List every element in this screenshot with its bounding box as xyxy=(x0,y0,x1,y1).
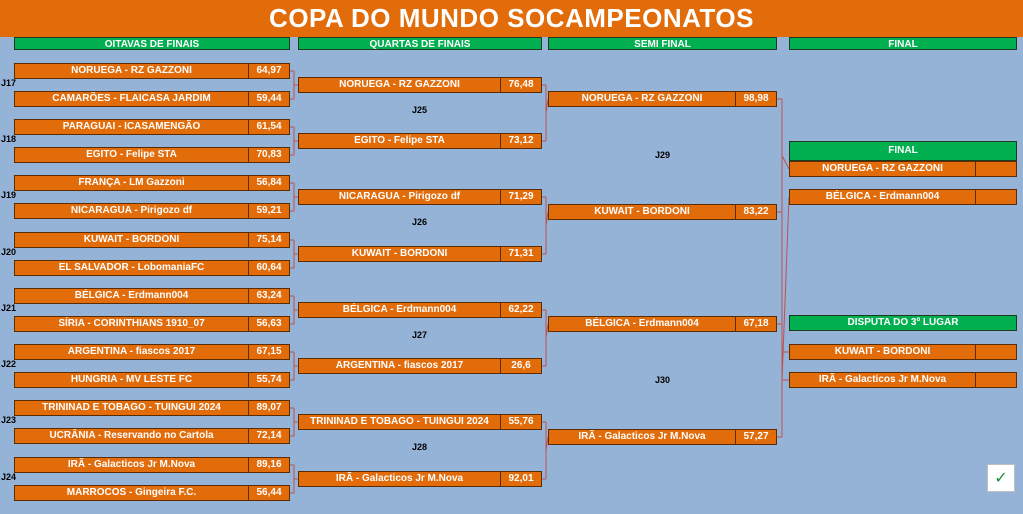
quarter-team xyxy=(298,133,542,149)
r16-team xyxy=(14,63,290,79)
game-label: J19 xyxy=(1,190,17,200)
third-place-team xyxy=(789,372,1017,388)
game-label: J30 xyxy=(655,374,671,385)
quarter-team xyxy=(298,414,542,430)
page-title: COPA DO MUNDO SOCAMPEONATOS xyxy=(0,0,1023,37)
checkmark-icon[interactable]: ✓ xyxy=(987,464,1015,492)
team-score: 92,01 xyxy=(500,472,541,486)
team-score: 76,48 xyxy=(500,78,541,92)
team-score: 60,64 xyxy=(248,261,289,275)
team-score: 56,63 xyxy=(248,317,289,331)
team-name: BÉLGICA - Erdmann004 xyxy=(585,318,699,329)
r16-team xyxy=(14,203,290,219)
team-name: EGITO - Felipe STA xyxy=(354,135,445,146)
r16-team xyxy=(14,428,290,444)
header-quartas: QUARTAS DE FINAIS xyxy=(298,37,542,50)
r16-team xyxy=(14,485,290,501)
team-score: 59,21 xyxy=(248,204,289,218)
team-name: IRÃ - Galacticos Jr M.Nova xyxy=(578,431,706,442)
quarter-team xyxy=(298,246,542,262)
team-score xyxy=(975,190,1016,204)
team-score: 70,83 xyxy=(248,148,289,162)
game-label: J17 xyxy=(1,78,17,88)
team-name: EGITO - Felipe STA xyxy=(86,149,177,160)
team-score: 72,14 xyxy=(248,429,289,443)
header-final: FINAL xyxy=(789,37,1017,50)
team-name: CAMARÕES - FLAICASA JARDIM xyxy=(52,93,211,104)
team-name: KUWAIT - BORDONI xyxy=(834,346,931,357)
final-team xyxy=(789,161,1017,177)
team-score: 67,18 xyxy=(735,317,776,331)
team-name: FRANÇA - LM Gazzoni xyxy=(78,177,185,188)
r16-team xyxy=(14,232,290,248)
team-name: ARGENTINA - fiascos 2017 xyxy=(67,346,196,357)
team-name: TRININAD E TOBAGO - TUINGUI 2024 xyxy=(310,416,489,427)
team-name: BÉLGICA - Erdmann004 xyxy=(342,304,457,315)
quarter-team xyxy=(298,471,542,487)
final-box-header: FINAL xyxy=(789,141,1017,161)
game-label: J21 xyxy=(1,303,17,313)
r16-team xyxy=(14,372,290,388)
team-score xyxy=(975,373,1016,387)
third-place-header: DISPUTA DO 3º LUGAR xyxy=(789,315,1017,331)
team-score: 59,44 xyxy=(248,92,289,106)
game-label: J28 xyxy=(412,442,428,452)
team-score: 75,14 xyxy=(248,233,289,247)
r16-team xyxy=(14,175,290,191)
game-label: J23 xyxy=(1,415,17,425)
game-label: J29 xyxy=(655,149,671,160)
game-label: J20 xyxy=(1,247,17,257)
header-oitavas: OITAVAS DE FINAIS xyxy=(14,37,290,50)
semi-team xyxy=(548,316,777,332)
quarter-team xyxy=(298,358,542,374)
team-name: BÉLGICA - Erdmann004 xyxy=(74,290,189,301)
team-score: 67,15 xyxy=(248,345,289,359)
team-name: ARGENTINA - fiascos 2017 xyxy=(335,360,464,371)
team-score: 56,44 xyxy=(248,486,289,500)
bracket-connector xyxy=(782,156,789,170)
r16-team xyxy=(14,260,290,276)
team-name: HUNGRIA - MV LESTE FC xyxy=(70,374,193,385)
team-name: KUWAIT - BORDONI xyxy=(351,248,448,259)
team-score: 26,6 xyxy=(500,359,541,373)
team-score: 89,07 xyxy=(248,401,289,415)
team-score xyxy=(975,162,1016,176)
header-semi: SEMI FINAL xyxy=(548,37,777,50)
r16-team xyxy=(14,119,290,135)
team-score: 71,31 xyxy=(500,247,541,261)
team-name: NORUEGA - RZ GAZZONI xyxy=(339,79,460,90)
r16-team xyxy=(14,457,290,473)
game-label: J24 xyxy=(1,472,17,482)
team-name: IRÃ - Galacticos Jr M.Nova xyxy=(818,374,947,385)
team-name: KUWAIT - BORDONI xyxy=(83,234,180,245)
quarter-team xyxy=(298,302,542,318)
game-label: J26 xyxy=(412,217,428,227)
team-name: NORUEGA - RZ GAZZONI xyxy=(71,65,192,76)
team-score: 57,27 xyxy=(735,430,776,444)
team-score: 55,76 xyxy=(500,415,541,429)
semi-team xyxy=(548,204,777,220)
game-label: J18 xyxy=(1,134,17,144)
r16-team xyxy=(14,147,290,163)
team-score: 62,22 xyxy=(500,303,541,317)
team-score: 56,84 xyxy=(248,176,289,190)
team-name: EL SALVADOR - LobomaniaFC xyxy=(58,262,205,273)
team-name: KUWAIT - BORDONI xyxy=(594,206,690,217)
team-score: 55,74 xyxy=(248,373,289,387)
team-score xyxy=(975,345,1016,359)
team-score: 71,29 xyxy=(500,190,541,204)
team-score: 89,16 xyxy=(248,458,289,472)
team-score: 61,54 xyxy=(248,120,289,134)
team-name: PARAGUAI - ICASAMENGÃO xyxy=(62,121,201,132)
third-place-team xyxy=(789,344,1017,360)
team-name: UCRÂNIA - Reservando no Cartola xyxy=(49,430,214,441)
team-name: NORUEGA - RZ GAZZONI xyxy=(581,93,703,104)
r16-team xyxy=(14,91,290,107)
game-label: J25 xyxy=(412,105,428,115)
team-score: 63,24 xyxy=(248,289,289,303)
game-label: J22 xyxy=(1,359,17,369)
team-score: 64,97 xyxy=(248,64,289,78)
final-team xyxy=(789,189,1017,205)
team-name: SÍRIA - CORINTHIANS 1910_07 xyxy=(58,318,205,329)
team-score: 73,12 xyxy=(500,134,541,148)
bracket-connector xyxy=(782,197,789,381)
team-name: IRÃ - Galacticos Jr M.Nova xyxy=(67,459,196,470)
game-label: J27 xyxy=(412,330,428,340)
team-name: TRININAD E TOBAGO - TUINGUI 2024 xyxy=(42,402,221,413)
quarter-team xyxy=(298,189,542,205)
r16-team xyxy=(14,288,290,304)
quarter-team xyxy=(298,77,542,93)
team-name: MARROCOS - Gingeira F.C. xyxy=(66,487,197,498)
team-name: IRÃ - Galacticos Jr M.Nova xyxy=(335,473,464,484)
semi-team xyxy=(548,91,777,107)
team-name: NICARAGUA - Pirigozo df xyxy=(70,205,193,216)
r16-team xyxy=(14,400,290,416)
team-score: 98,98 xyxy=(735,92,776,106)
semi-team xyxy=(548,429,777,445)
r16-team xyxy=(14,316,290,332)
r16-team xyxy=(14,344,290,360)
team-name: NORUEGA - RZ GAZZONI xyxy=(822,163,943,174)
team-name: BÉLGICA - Erdmann004 xyxy=(825,191,940,202)
team-name: NICARAGUA - Pirigozo df xyxy=(338,191,461,202)
team-score: 83,22 xyxy=(735,205,776,219)
